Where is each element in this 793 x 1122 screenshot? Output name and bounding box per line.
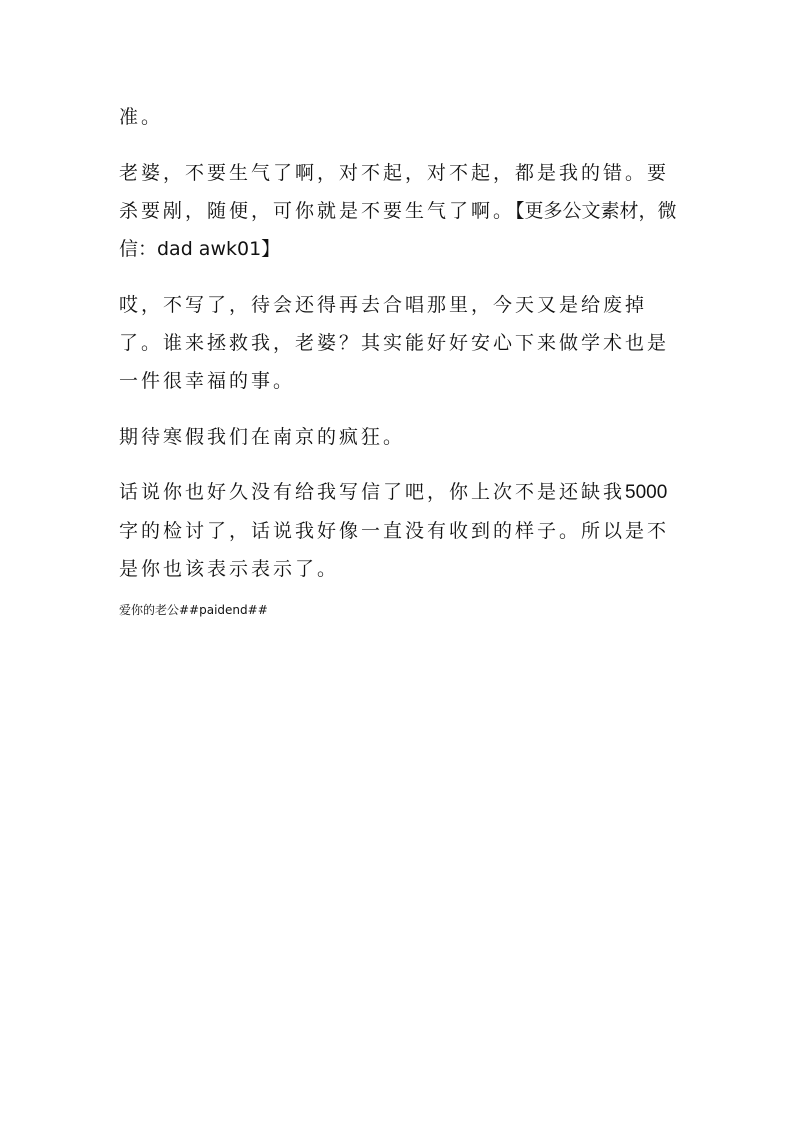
paragraph-1-text: 准。: [119, 106, 164, 128]
paragraph-5-number: 5000: [625, 482, 668, 503]
paragraph-2: [119, 154, 679, 268]
signoff: 爱你的老公##paidend##: [119, 603, 268, 617]
paragraph-1: [119, 98, 679, 136]
paragraph-5-text-before: 话说你也好久没有给我写信了吧，你上次不是还缺我: [119, 481, 626, 503]
paragraph-5-text-after: 字的检讨了，话说我好像一直没有收到的样子。所以是不是你也该表示表示了。: [119, 520, 670, 580]
document-body: [119, 98, 679, 619]
promo-note: 【更多公文素材，微信：dad awk01】: [119, 200, 677, 260]
paragraph-3: [119, 286, 679, 400]
paragraph-2-text: 老婆，不要生气了啊，对不起，对不起，都是我的错。要杀要剐，随便，可你就是不要生气了啊。: [119, 162, 670, 222]
paragraph-4: [119, 418, 679, 456]
paragraph-3-text: 哎，不写了，待会还得再去合唱那里，今天又是给废掉了。谁来拯救我，老婆？其实能好好安心下来做学术也是一件很幸福的事。: [119, 294, 670, 392]
paragraph-4-text: 期待寒假我们在南京的疯狂。: [119, 426, 406, 448]
paragraph-5: [119, 473, 679, 588]
